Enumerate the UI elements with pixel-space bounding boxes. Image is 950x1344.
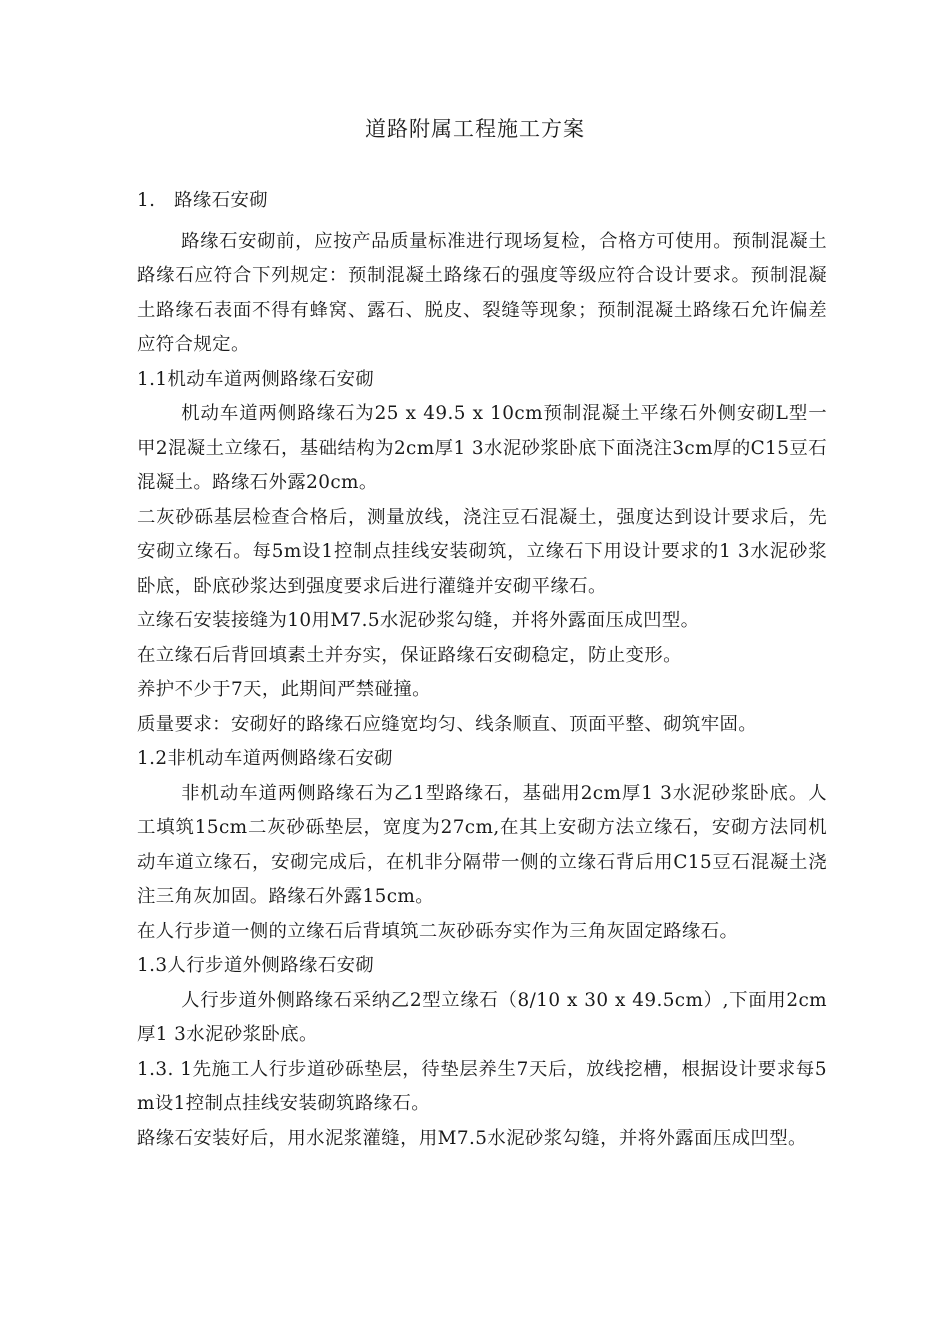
paragraph-base-inspection: 二灰砂砾基层检查合格后，测量放线，浇注豆石混凝土，强度达到设计要求后，先安砌立缘石。每5m设1控制点挂线安装砌筑，立缘石下用设计要求的1 3水泥砂浆卧底，卧底砂浆达到强度要求后进行灌缝并安砌平缘石。 bbox=[137, 506, 827, 597]
paragraph-motor-lane-curb: 机动车道两侧路缘石为25 x 49.5 x 10cm预制混凝土平缘石外侧安砌L型一甲2混凝土立缘石，基础结构为2cm厚1 3水泥砂浆卧底下面浇注3cm厚的C15豆石混凝土。路缘石外露20cm。 bbox=[137, 403, 827, 493]
document-body bbox=[137, 184, 827, 1156]
paragraph-joint-mortar: 立缘石安装接缝为10用M7.5水泥砂浆勾缝，并将外露面压成凹型。 bbox=[137, 610, 700, 631]
section-heading-1-3: 1.3人行步道外侧路缘石安砌 bbox=[137, 955, 375, 976]
paragraph-non-motor-lane-curb: 非机动车道两侧路缘石为乙1型路缘石，基础用2cm厚1 3水泥砂浆卧底。人工填筑15cm二灰砂砾垫层，宽度为27cm,在其上安砌方法立缘石，安砌方法同机动车道立缘石，安砌完成后，在机非分隔带一侧的立缘石背后用C15豆石混凝土浇注三角灰加固。路缘石外露15cm。 bbox=[137, 782, 827, 907]
paragraph-1-3-1: 1.3. 1先施工人行步道砂砾垫层，待垫层养生7天后，放线挖槽，根据设计要求每5m设1控制点挂线安装砌筑路缘石。 bbox=[137, 1058, 827, 1114]
section-heading-1-1: 1.1机动车道两侧路缘石安砌 bbox=[137, 368, 375, 390]
document-title: 道路附属工程施工方案 bbox=[365, 117, 585, 141]
paragraph-backfill: 在立缘石后背回填素土并夯实，保证路缘石安砌稳定，防止变形。 bbox=[137, 644, 682, 666]
paragraph-curing: 养护不少于7天，此期间严禁碰撞。 bbox=[137, 679, 431, 700]
paragraph-sidewalk-side-fill: 在人行步道一侧的立缘石后背填筑二灰砂砾夯实作为三角灰固定路缘石。 bbox=[137, 920, 739, 942]
paragraph-curb-intro: 路缘石安砌前，应按产品质量标准进行现场复检，合格方可使用。预制混凝土路缘石应符合下列规定：预制混凝土路缘石的强度等级应符合设计要求。预制混凝土路缘石表面不得有蜂窝、露石、脱皮、裂缝等现象；预制混凝土路缘石允许偏差应符合规定。 bbox=[137, 230, 827, 355]
section-heading-1-2: 1.2非机动车道两侧路缘石安砌 bbox=[137, 748, 393, 769]
paragraph-sidewalk-curb: 人行步道外侧路缘石采纳乙2型立缘石（8/10 x 30 x 49.5cm）,下面用2cm厚1 3水泥砂浆卧底。 bbox=[137, 989, 827, 1045]
paragraph-quality: 质量要求：安砌好的路缘石应缝宽均匀、线条顺直、顶面平整、砌筑牢固。 bbox=[137, 713, 758, 735]
section-heading-1: 1. 路缘石安砌 bbox=[137, 190, 269, 211]
paragraph-grouting: 路缘石安装好后，用水泥浆灌缝，用M7.5水泥砂浆勾缝，并将外露面压成凹型。 bbox=[137, 1127, 807, 1149]
